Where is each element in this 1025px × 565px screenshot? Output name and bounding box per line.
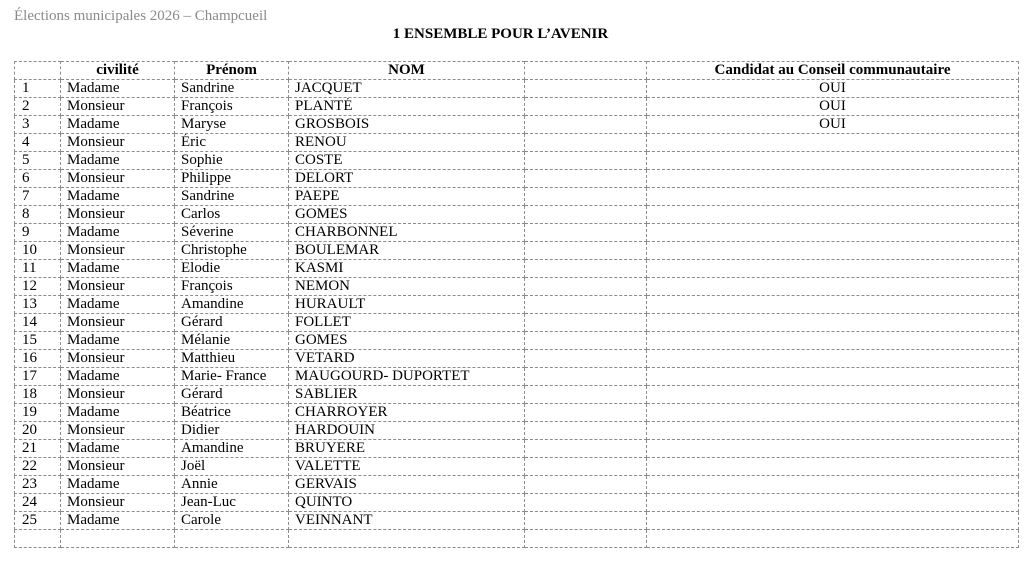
cell-prenom: Carole: [175, 512, 289, 530]
cell-number: [15, 530, 61, 548]
cell-number: 24: [15, 494, 61, 512]
table-row: [15, 80, 1019, 98]
cell-prenom: Béatrice: [175, 404, 289, 422]
cell-extra: [525, 278, 647, 296]
cell-nom: MAUGOURD- DUPORTET: [289, 368, 525, 386]
cell-civilite: Madame: [61, 224, 175, 242]
cell-extra: [525, 188, 647, 206]
cell-conseil-communautaire: OUI: [647, 116, 1019, 134]
column-header-civilite: civilité: [61, 62, 175, 80]
column-header-nom: NOM: [289, 62, 525, 80]
cell-nom: BRUYERE: [289, 440, 525, 458]
cell-number: 6: [15, 170, 61, 188]
table-row: [15, 152, 1019, 170]
cell-extra: [525, 242, 647, 260]
column-header-conseil-communautaire: Candidat au Conseil communautaire: [647, 62, 1019, 80]
cell-civilite: Madame: [61, 116, 175, 134]
cell-conseil-communautaire: [647, 332, 1019, 350]
cell-nom: BOULEMAR: [289, 242, 525, 260]
cell-prenom: Amandine: [175, 296, 289, 314]
cell-conseil-communautaire: OUI: [647, 80, 1019, 98]
cell-nom: JACQUET: [289, 80, 525, 98]
cell-nom: GROSBOIS: [289, 116, 525, 134]
cell-extra: [525, 512, 647, 530]
candidates-table: [14, 61, 1019, 548]
cell-number: 25: [15, 512, 61, 530]
table-row: [15, 260, 1019, 278]
cell-conseil-communautaire: [647, 386, 1019, 404]
cell-conseil-communautaire: [647, 404, 1019, 422]
cell-prenom: Sandrine: [175, 80, 289, 98]
column-header-number: [15, 62, 61, 80]
cell-prenom: Gérard: [175, 314, 289, 332]
cell-nom: [289, 530, 525, 548]
cell-conseil-communautaire: OUI: [647, 98, 1019, 116]
cell-prenom: Joël: [175, 458, 289, 476]
cell-extra: [525, 152, 647, 170]
cell-nom: DELORT: [289, 170, 525, 188]
table-row: [15, 494, 1019, 512]
cell-civilite: Madame: [61, 440, 175, 458]
cell-civilite: Madame: [61, 512, 175, 530]
cell-prenom: Sophie: [175, 152, 289, 170]
cell-extra: [525, 440, 647, 458]
cell-nom: GOMES: [289, 332, 525, 350]
table-row: [15, 422, 1019, 440]
cell-nom: CHARBONNEL: [289, 224, 525, 242]
cell-extra: [525, 314, 647, 332]
table-row: [15, 242, 1019, 260]
table-row: [15, 206, 1019, 224]
table-row: [15, 134, 1019, 152]
cell-civilite: Monsieur: [61, 314, 175, 332]
cell-civilite: Monsieur: [61, 134, 175, 152]
cell-nom: CHARROYER: [289, 404, 525, 422]
cell-civilite: Monsieur: [61, 422, 175, 440]
cell-civilite: Madame: [61, 260, 175, 278]
cell-prenom: Gérard: [175, 386, 289, 404]
cell-conseil-communautaire: [647, 494, 1019, 512]
cell-extra: [525, 260, 647, 278]
cell-nom: PLANTÉ: [289, 98, 525, 116]
cell-prenom: Christophe: [175, 242, 289, 260]
cell-extra: [525, 224, 647, 242]
cell-number: 2: [15, 98, 61, 116]
cell-extra: [525, 332, 647, 350]
cell-prenom: Jean-Luc: [175, 494, 289, 512]
cell-extra: [525, 422, 647, 440]
cell-extra: [525, 476, 647, 494]
document-header: Élections municipales 2026 – Champcueil: [14, 8, 268, 24]
cell-civilite: Monsieur: [61, 458, 175, 476]
cell-civilite: Madame: [61, 404, 175, 422]
cell-prenom: Matthieu: [175, 350, 289, 368]
table-row: [15, 98, 1019, 116]
table-row: [15, 278, 1019, 296]
cell-extra: [525, 116, 647, 134]
cell-number: 19: [15, 404, 61, 422]
cell-conseil-communautaire: [647, 296, 1019, 314]
table-row: [15, 440, 1019, 458]
cell-civilite: Monsieur: [61, 386, 175, 404]
cell-prenom: Carlos: [175, 206, 289, 224]
cell-civilite: Madame: [61, 476, 175, 494]
table-row: [15, 296, 1019, 314]
cell-civilite: Monsieur: [61, 494, 175, 512]
cell-conseil-communautaire: [647, 440, 1019, 458]
cell-prenom: Mélanie: [175, 332, 289, 350]
table-row: [15, 350, 1019, 368]
cell-civilite: Madame: [61, 152, 175, 170]
cell-nom: COSTE: [289, 152, 525, 170]
cell-nom: HARDOUIN: [289, 422, 525, 440]
table-row: [15, 404, 1019, 422]
cell-extra: [525, 350, 647, 368]
cell-conseil-communautaire: [647, 368, 1019, 386]
cell-civilite: Monsieur: [61, 170, 175, 188]
cell-number: 23: [15, 476, 61, 494]
cell-number: 20: [15, 422, 61, 440]
table-row: [15, 224, 1019, 242]
cell-number: 8: [15, 206, 61, 224]
cell-prenom: [175, 530, 289, 548]
cell-nom: HURAULT: [289, 296, 525, 314]
cell-prenom: Éric: [175, 134, 289, 152]
table-row: [15, 512, 1019, 530]
list-title: 1 ENSEMBLE POUR L’AVENIR: [392, 26, 609, 42]
table-row: [15, 188, 1019, 206]
table-row: [15, 332, 1019, 350]
cell-nom: NEMON: [289, 278, 525, 296]
cell-nom: VETARD: [289, 350, 525, 368]
table-row: [15, 476, 1019, 494]
cell-conseil-communautaire: [647, 512, 1019, 530]
table-row: [15, 386, 1019, 404]
cell-conseil-communautaire: [647, 170, 1019, 188]
cell-conseil-communautaire: [647, 242, 1019, 260]
cell-prenom: Marie- France: [175, 368, 289, 386]
cell-nom: SABLIER: [289, 386, 525, 404]
cell-number: 12: [15, 278, 61, 296]
cell-nom: FOLLET: [289, 314, 525, 332]
cell-conseil-communautaire: [647, 260, 1019, 278]
cell-civilite: Madame: [61, 188, 175, 206]
cell-nom: GERVAIS: [289, 476, 525, 494]
cell-extra: [525, 98, 647, 116]
cell-nom: VEINNANT: [289, 512, 525, 530]
cell-extra: [525, 206, 647, 224]
cell-number: 17: [15, 368, 61, 386]
cell-conseil-communautaire: [647, 350, 1019, 368]
cell-extra: [525, 386, 647, 404]
cell-prenom: Séverine: [175, 224, 289, 242]
cell-extra: [525, 494, 647, 512]
cell-civilite: Monsieur: [61, 242, 175, 260]
cell-number: 3: [15, 116, 61, 134]
table-row: [15, 170, 1019, 188]
cell-prenom: Amandine: [175, 440, 289, 458]
table-body: [15, 80, 1019, 548]
cell-number: 1: [15, 80, 61, 98]
table-row: [15, 530, 1019, 548]
cell-civilite: Madame: [61, 296, 175, 314]
cell-number: 22: [15, 458, 61, 476]
cell-nom: VALETTE: [289, 458, 525, 476]
table-row: [15, 458, 1019, 476]
cell-nom: KASMI: [289, 260, 525, 278]
cell-number: 4: [15, 134, 61, 152]
cell-conseil-communautaire: [647, 314, 1019, 332]
cell-conseil-communautaire: [647, 152, 1019, 170]
table-row: [15, 368, 1019, 386]
cell-nom: PAEPE: [289, 188, 525, 206]
table-header-row: [15, 62, 1019, 80]
cell-number: 15: [15, 332, 61, 350]
cell-civilite: Madame: [61, 80, 175, 98]
cell-number: 7: [15, 188, 61, 206]
cell-nom: QUINTO: [289, 494, 525, 512]
cell-nom: GOMES: [289, 206, 525, 224]
cell-conseil-communautaire: [647, 458, 1019, 476]
cell-number: 5: [15, 152, 61, 170]
cell-extra: [525, 458, 647, 476]
cell-number: 10: [15, 242, 61, 260]
cell-prenom: Philippe: [175, 170, 289, 188]
cell-civilite: Monsieur: [61, 350, 175, 368]
cell-number: 11: [15, 260, 61, 278]
cell-number: 9: [15, 224, 61, 242]
cell-extra: [525, 404, 647, 422]
cell-prenom: Didier: [175, 422, 289, 440]
cell-extra: [525, 368, 647, 386]
cell-prenom: François: [175, 98, 289, 116]
column-header-prenom: Prénom: [175, 62, 289, 80]
cell-number: 21: [15, 440, 61, 458]
cell-number: 13: [15, 296, 61, 314]
cell-conseil-communautaire: [647, 224, 1019, 242]
cell-extra: [525, 80, 647, 98]
cell-prenom: Sandrine: [175, 188, 289, 206]
cell-conseil-communautaire: [647, 476, 1019, 494]
cell-civilite: Monsieur: [61, 206, 175, 224]
cell-civilite: [61, 530, 175, 548]
table-row: [15, 314, 1019, 332]
cell-nom: RENOU: [289, 134, 525, 152]
cell-prenom: François: [175, 278, 289, 296]
cell-extra: [525, 296, 647, 314]
table-row: [15, 116, 1019, 134]
cell-number: 14: [15, 314, 61, 332]
cell-conseil-communautaire: [647, 206, 1019, 224]
cell-conseil-communautaire: [647, 134, 1019, 152]
cell-conseil-communautaire: [647, 530, 1019, 548]
cell-extra: [525, 530, 647, 548]
cell-prenom: Elodie: [175, 260, 289, 278]
cell-extra: [525, 134, 647, 152]
cell-civilite: Monsieur: [61, 278, 175, 296]
cell-civilite: Monsieur: [61, 98, 175, 116]
column-header-empty: [525, 62, 647, 80]
cell-number: 16: [15, 350, 61, 368]
cell-number: 18: [15, 386, 61, 404]
cell-prenom: Maryse: [175, 116, 289, 134]
cell-civilite: Madame: [61, 332, 175, 350]
cell-conseil-communautaire: [647, 278, 1019, 296]
cell-conseil-communautaire: [647, 188, 1019, 206]
cell-conseil-communautaire: [647, 422, 1019, 440]
cell-extra: [525, 170, 647, 188]
cell-prenom: Annie: [175, 476, 289, 494]
cell-civilite: Madame: [61, 368, 175, 386]
